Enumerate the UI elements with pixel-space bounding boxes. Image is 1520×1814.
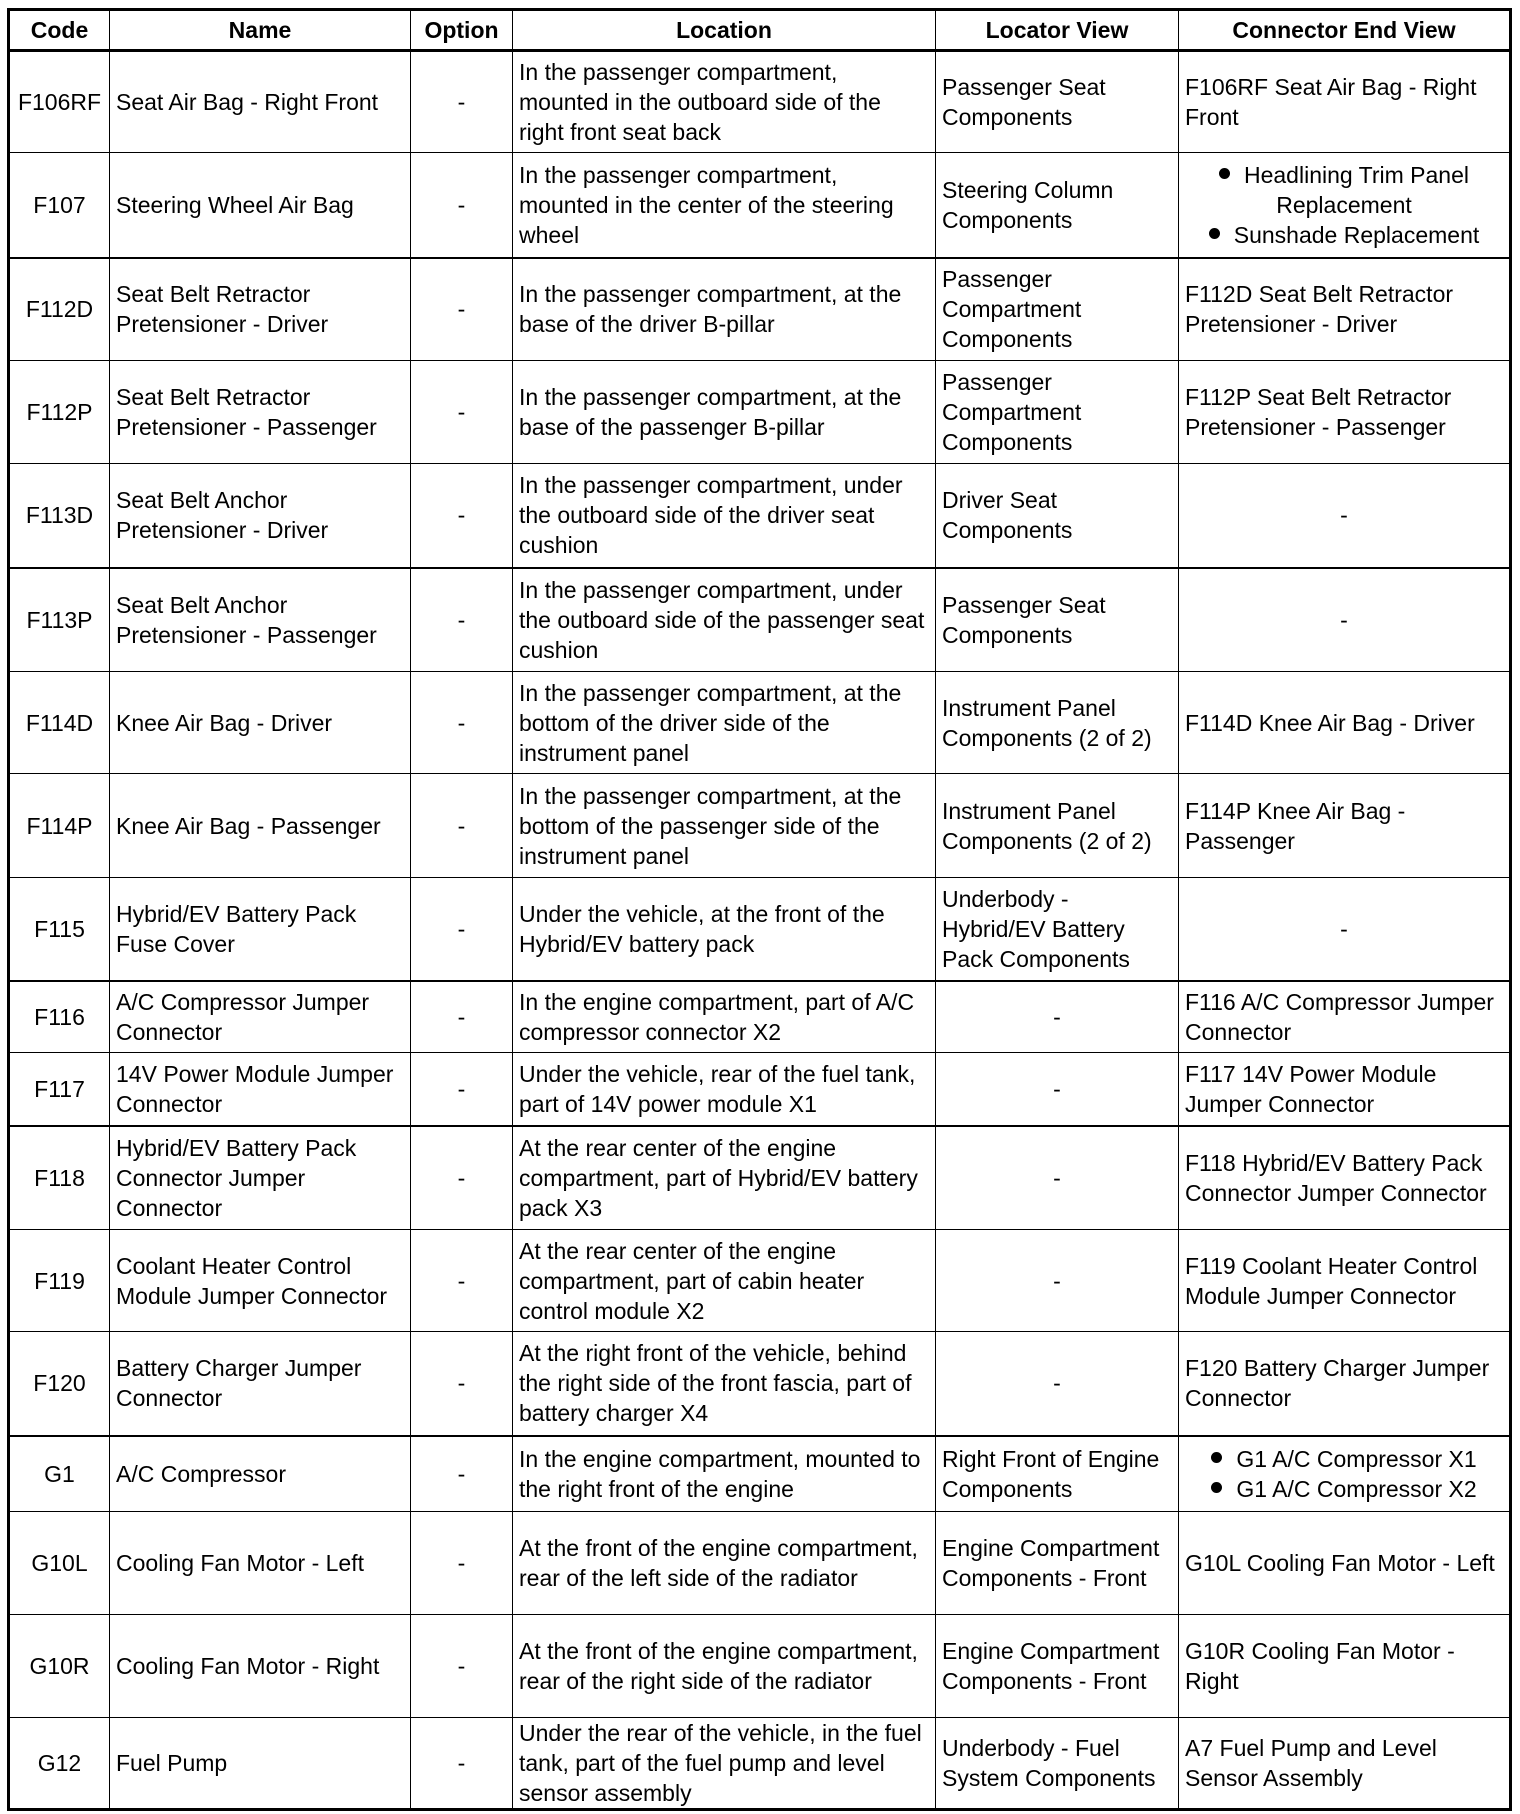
cell-connector-end-view: F118 Hybrid/EV Battery Pack Connector Jumper Connector xyxy=(1179,1126,1511,1230)
cell-locator-view: Underbody - Fuel System Components xyxy=(936,1718,1179,1810)
cell-option: - xyxy=(411,1053,513,1126)
cell-location: At the rear center of the engine compartment, part of Hybrid/EV battery pack X3 xyxy=(513,1126,936,1230)
table-row xyxy=(9,1332,1511,1436)
header-option: Option xyxy=(411,10,513,51)
cell-location: In the passenger compartment, at the base of the passenger B-pillar xyxy=(513,361,936,464)
cell-name: Seat Belt Retractor Pretensioner - Passenger xyxy=(110,361,411,464)
table-row xyxy=(9,1053,1511,1126)
cell-code: F115 xyxy=(9,878,110,981)
cell-option: - xyxy=(411,1436,513,1512)
connector-link-list xyxy=(1185,160,1503,250)
cell-name: Seat Belt Retractor Pretensioner - Driver xyxy=(110,258,411,361)
cell-option: - xyxy=(411,51,513,153)
cell-location: In the passenger compartment, under the outboard side of the passenger seat cushion xyxy=(513,568,936,672)
cell-option: - xyxy=(411,672,513,774)
cell-name: Knee Air Bag - Driver xyxy=(110,672,411,774)
cell-option: - xyxy=(411,1126,513,1230)
cell-connector-end-view: F112P Seat Belt Retractor Pretensioner - Passenger xyxy=(1179,361,1511,464)
cell-name: Cooling Fan Motor - Right xyxy=(110,1615,411,1718)
cell-location: In the engine compartment, part of A/C compressor connector X2 xyxy=(513,981,936,1053)
cell-location: Under the vehicle, at the front of the Hybrid/EV battery pack xyxy=(513,878,936,981)
cell-locator-view: Engine Compartment Components - Front xyxy=(936,1615,1179,1718)
cell-code: F112P xyxy=(9,361,110,464)
cell-locator-view: - xyxy=(936,1230,1179,1332)
cell-locator-view: Instrument Panel Components (2 of 2) xyxy=(936,672,1179,774)
connector-link-item[interactable] xyxy=(1185,220,1503,250)
cell-location: At the front of the engine compartment, rear of the left side of the radiator xyxy=(513,1512,936,1615)
cell-location: At the rear center of the engine compartment, part of cabin heater control module X2 xyxy=(513,1230,936,1332)
cell-option: - xyxy=(411,1512,513,1615)
cell-code: G1 xyxy=(9,1436,110,1512)
cell-name: Seat Belt Anchor Pretensioner - Passenger xyxy=(110,568,411,672)
header-locator-view: Locator View xyxy=(936,10,1179,51)
cell-option: - xyxy=(411,258,513,361)
table-row xyxy=(9,153,1511,258)
cell-location: In the engine compartment, mounted to the right front of the engine xyxy=(513,1436,936,1512)
cell-option: - xyxy=(411,1332,513,1436)
table-row xyxy=(9,981,1511,1053)
cell-code: F106RF xyxy=(9,51,110,153)
cell-location: Under the rear of the vehicle, in the fuel tank, part of the fuel pump and level sensor assembly xyxy=(513,1718,936,1810)
cell-name: Battery Charger Jumper Connector xyxy=(110,1332,411,1436)
table-row xyxy=(9,1615,1511,1718)
cell-location: At the front of the engine compartment, rear of the right side of the radiator xyxy=(513,1615,936,1718)
table-row xyxy=(9,1512,1511,1615)
connector-link-item[interactable] xyxy=(1185,1474,1503,1504)
cell-connector-end-view xyxy=(1179,1436,1511,1512)
cell-name: Hybrid/EV Battery Pack Connector Jumper Connector xyxy=(110,1126,411,1230)
cell-option: - xyxy=(411,153,513,258)
cell-connector-end-view xyxy=(1179,153,1511,258)
cell-location: In the passenger compartment, mounted in the center of the steering wheel xyxy=(513,153,936,258)
cell-location: In the passenger compartment, at the bottom of the passenger side of the instrument panel xyxy=(513,774,936,878)
cell-connector-end-view: F114P Knee Air Bag - Passenger xyxy=(1179,774,1511,878)
cell-locator-view: - xyxy=(936,1053,1179,1126)
cell-name: A/C Compressor xyxy=(110,1436,411,1512)
cell-location: In the passenger compartment, mounted in the outboard side of the right front seat back xyxy=(513,51,936,153)
cell-option: - xyxy=(411,568,513,672)
cell-locator-view: Instrument Panel Components (2 of 2) xyxy=(936,774,1179,878)
cell-connector-end-view: F106RF Seat Air Bag - Right Front xyxy=(1179,51,1511,153)
bullet-icon xyxy=(1219,168,1230,179)
connector-link-list xyxy=(1185,1444,1503,1504)
cell-connector-end-view: F114D Knee Air Bag - Driver xyxy=(1179,672,1511,774)
connector-link-label: Sunshade Replacement xyxy=(1233,221,1480,248)
header-connector-end-view: Connector End View xyxy=(1179,10,1511,51)
cell-code: G12 xyxy=(9,1718,110,1810)
table-row xyxy=(9,258,1511,361)
cell-option: - xyxy=(411,464,513,568)
cell-option: - xyxy=(411,981,513,1053)
cell-locator-view: - xyxy=(936,1332,1179,1436)
header-name: Name xyxy=(110,10,411,51)
cell-name: A/C Compressor Jumper Connector xyxy=(110,981,411,1053)
cell-connector-end-view: A7 Fuel Pump and Level Sensor Assembly xyxy=(1179,1718,1511,1810)
cell-locator-view: Underbody - Hybrid/EV Battery Pack Components xyxy=(936,878,1179,981)
cell-code: F107 xyxy=(9,153,110,258)
bullet-icon xyxy=(1211,1482,1222,1493)
cell-locator-view: Driver Seat Components xyxy=(936,464,1179,568)
header-row xyxy=(9,10,1511,51)
bullet-icon xyxy=(1211,1452,1222,1463)
cell-locator-view: Passenger Compartment Components xyxy=(936,361,1179,464)
cell-code: F116 xyxy=(9,981,110,1053)
cell-location: Under the vehicle, rear of the fuel tank, part of 14V power module X1 xyxy=(513,1053,936,1126)
cell-option: - xyxy=(411,774,513,878)
cell-code: F117 xyxy=(9,1053,110,1126)
connector-link-label: G1 A/C Compressor X2 xyxy=(1236,1475,1477,1502)
cell-name: Coolant Heater Control Module Jumper Connector xyxy=(110,1230,411,1332)
cell-locator-view: Passenger Seat Components xyxy=(936,51,1179,153)
table-row xyxy=(9,568,1511,672)
cell-locator-view: Passenger Compartment Components xyxy=(936,258,1179,361)
cell-locator-view: Passenger Seat Components xyxy=(936,568,1179,672)
table-row xyxy=(9,361,1511,464)
cell-option: - xyxy=(411,1615,513,1718)
cell-option: - xyxy=(411,361,513,464)
cell-location: In the passenger compartment, under the outboard side of the driver seat cushion xyxy=(513,464,936,568)
cell-code: F119 xyxy=(9,1230,110,1332)
cell-connector-end-view: - xyxy=(1179,568,1511,672)
table-row xyxy=(9,1126,1511,1230)
table-row xyxy=(9,1436,1511,1512)
cell-connector-end-view: F120 Battery Charger Jumper Connector xyxy=(1179,1332,1511,1436)
cell-connector-end-view: G10R Cooling Fan Motor - Right xyxy=(1179,1615,1511,1718)
header-location: Location xyxy=(513,10,936,51)
cell-name: Seat Air Bag - Right Front xyxy=(110,51,411,153)
cell-name: Fuel Pump xyxy=(110,1718,411,1810)
cell-locator-view: - xyxy=(936,1126,1179,1230)
cell-name: Steering Wheel Air Bag xyxy=(110,153,411,258)
cell-location: At the right front of the vehicle, behind the right side of the front fascia, part of battery charger X4 xyxy=(513,1332,936,1436)
cell-locator-view: Right Front of Engine Components xyxy=(936,1436,1179,1512)
cell-locator-view: - xyxy=(936,981,1179,1053)
cell-name: Knee Air Bag - Passenger xyxy=(110,774,411,878)
connector-link-item[interactable] xyxy=(1185,160,1503,220)
cell-option: - xyxy=(411,1718,513,1810)
cell-connector-end-view: F112D Seat Belt Retractor Pretensioner - Driver xyxy=(1179,258,1511,361)
header-code: Code xyxy=(9,10,110,51)
table-row xyxy=(9,51,1511,153)
cell-name: Seat Belt Anchor Pretensioner - Driver xyxy=(110,464,411,568)
cell-option: - xyxy=(411,878,513,981)
cell-connector-end-view: F119 Coolant Heater Control Module Jumper Connector xyxy=(1179,1230,1511,1332)
cell-code: F112D xyxy=(9,258,110,361)
cell-locator-view: Steering Column Components xyxy=(936,153,1179,258)
table-row xyxy=(9,1230,1511,1332)
cell-name: Hybrid/EV Battery Pack Fuse Cover xyxy=(110,878,411,981)
connector-link-item[interactable] xyxy=(1185,1444,1503,1474)
cell-option: - xyxy=(411,1230,513,1332)
table-row xyxy=(9,1718,1511,1810)
cell-connector-end-view: F116 A/C Compressor Jumper Connector xyxy=(1179,981,1511,1053)
cell-location: In the passenger compartment, at the base of the driver B-pillar xyxy=(513,258,936,361)
cell-connector-end-view: F117 14V Power Module Jumper Connector xyxy=(1179,1053,1511,1126)
cell-connector-end-view: - xyxy=(1179,464,1511,568)
cell-locator-view: Engine Compartment Components - Front xyxy=(936,1512,1179,1615)
cell-connector-end-view: - xyxy=(1179,878,1511,981)
table-body xyxy=(9,51,1511,1810)
cell-code: F114P xyxy=(9,774,110,878)
table-row xyxy=(9,672,1511,774)
cell-connector-end-view: G10L Cooling Fan Motor - Left xyxy=(1179,1512,1511,1615)
cell-code: F113D xyxy=(9,464,110,568)
cell-code: F118 xyxy=(9,1126,110,1230)
connector-link-label: G1 A/C Compressor X1 xyxy=(1236,1445,1477,1472)
cell-code: F113P xyxy=(9,568,110,672)
cell-code: F120 xyxy=(9,1332,110,1436)
cell-name: Cooling Fan Motor - Left xyxy=(110,1512,411,1615)
cell-location: In the passenger compartment, at the bottom of the driver side of the instrument panel xyxy=(513,672,936,774)
table-row xyxy=(9,878,1511,981)
cell-code: F114D xyxy=(9,672,110,774)
cell-name: 14V Power Module Jumper Connector xyxy=(110,1053,411,1126)
cell-code: G10R xyxy=(9,1615,110,1718)
components-table xyxy=(7,8,1512,1811)
cell-code: G10L xyxy=(9,1512,110,1615)
bullet-icon xyxy=(1209,228,1220,239)
connector-link-label: Headlining Trim Panel Replacement xyxy=(1243,161,1469,218)
table-row xyxy=(9,464,1511,568)
table-row xyxy=(9,774,1511,878)
